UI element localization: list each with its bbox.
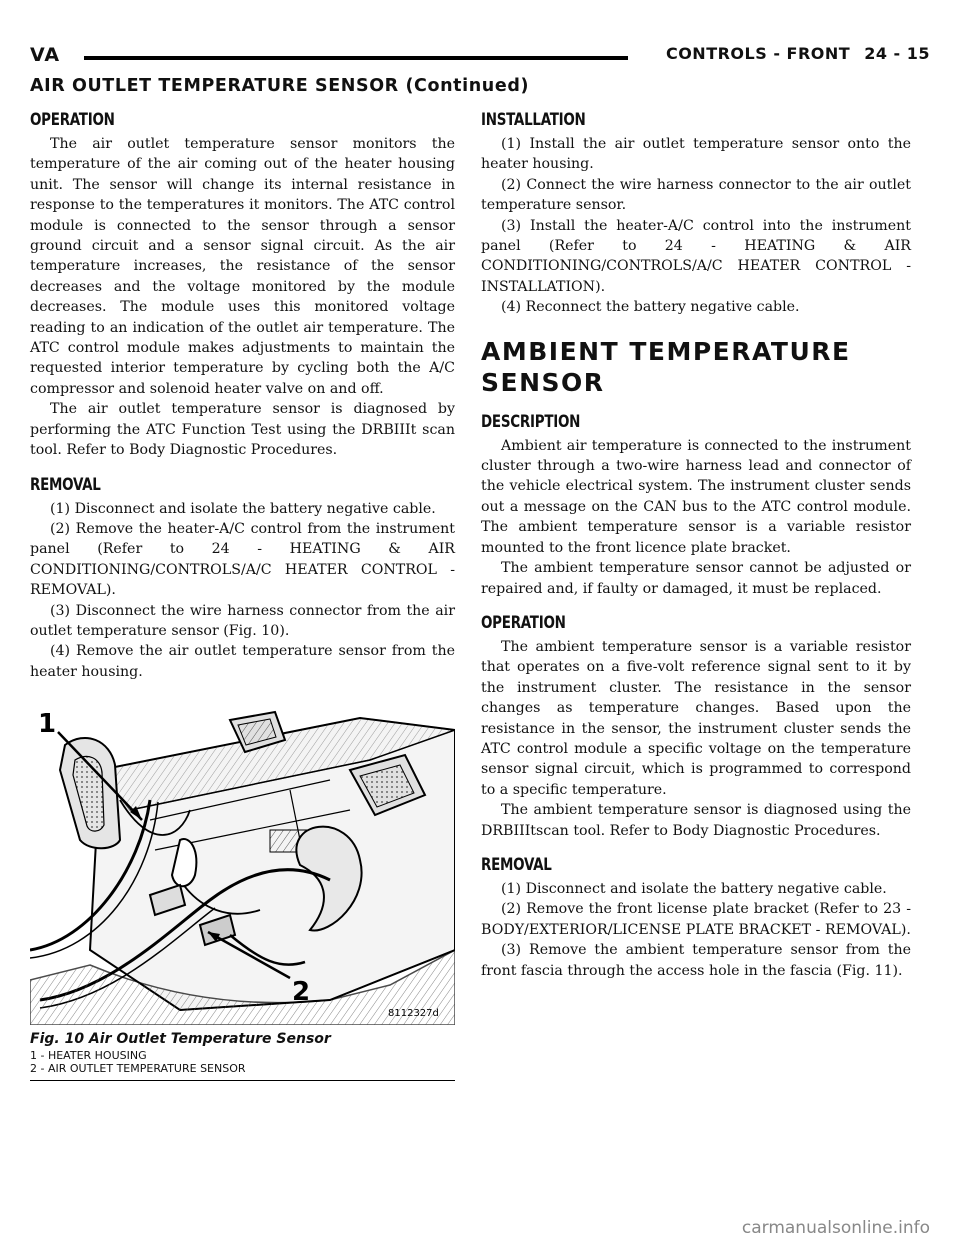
ambient-title-line-2: SENSOR bbox=[481, 367, 605, 397]
watermark-footer: carmanualsonline.info bbox=[741, 1218, 930, 1238]
operation-paragraph-1: The air outlet temperature sensor monitors the temperature of the air coming out of the heater housing unit. The sensor will change its internal resistance in response to the temperatures it monitors. The ATC control module is connected to the sensor through a sensor ground circuit and a sensor signal circuit. As the air temperature increases, the resistance of the sensor decreases and the voltage monitored by the module decreases. The module uses this monitored voltage reading to an indication of the outlet air temperature. The ATC control module makes adjustments to maintain the requested interior temperature by cycling both the A/C compressor and solenoid heater valve on and off. bbox=[30, 136, 455, 397]
ambient-removal-step: (3) Remove the ambient temperature sensor from the front fascia through the access hole in the fascia (Fig. 11). bbox=[481, 942, 911, 979]
right-column bbox=[481, 110, 911, 981]
ambient-removal-heading: REMOVAL bbox=[481, 854, 552, 875]
figure-rule bbox=[30, 1080, 455, 1081]
figure-legend-item: 1 - HEATER HOUSING bbox=[30, 1049, 147, 1063]
page-number: 24 - 15 bbox=[864, 44, 930, 63]
ambient-operation-paragraph-2: The ambient temperature sensor is diagnosed using the DRBIIItscan tool. Refer to Body Diagnostic Procedures. bbox=[481, 802, 911, 839]
ambient-sensor-title bbox=[481, 336, 911, 398]
installation-step: (2) Connect the wire harness connector to the air outlet temperature sensor. bbox=[481, 176, 911, 214]
callout-1: 1 bbox=[38, 709, 57, 740]
installation-heading: INSTALLATION bbox=[481, 110, 586, 130]
ambient-removal-step: (2) Remove the front license plate bracket (Refer to 23 - BODY/EXTERIOR/LICENSE PLATE BRACKET - REMOVAL). bbox=[481, 901, 911, 938]
installation-step: (4) Reconnect the battery negative cable. bbox=[501, 299, 800, 316]
figure-10-illustration bbox=[30, 700, 455, 1025]
installation-step: (3) Install the heater-A/C control into the instrument panel (Refer to 24 - HEATING & AIR CONDITIONING/CONTROLS/A/C HEATER CONTROL - INSTALLATION). bbox=[481, 217, 911, 295]
removal-step: (4) Remove the air outlet temperature sensor from the heater housing. bbox=[30, 643, 455, 680]
figure-legend-item: 2 - AIR OUTLET TEMPERATURE SENSOR bbox=[30, 1062, 246, 1076]
removal-step: (1) Disconnect and isolate the battery negative cable. bbox=[50, 500, 436, 517]
installation-step: (1) Install the air outlet temperature sensor onto the heater housing. bbox=[481, 136, 911, 173]
ambient-title-line-1: AMBIENT TEMPERATURE bbox=[481, 336, 851, 366]
heater-housing-drawing bbox=[30, 700, 455, 1025]
header-section-title: CONTROLS - FRONT bbox=[665, 44, 851, 63]
header-vehicle-code: VA bbox=[30, 44, 61, 66]
description-heading: DESCRIPTION bbox=[481, 411, 581, 432]
operation-heading: OPERATION bbox=[30, 110, 115, 130]
figure-caption: Fig. 10 Air Outlet Temperature Sensor bbox=[30, 1031, 331, 1048]
removal-step: (2) Remove the heater-A/C control from the instrument panel (Refer to 24 - HEATING & AIR CONDITIONING/CONTROLS/A/C HEATER CONTROL - REMOVAL). bbox=[30, 520, 455, 599]
header-section bbox=[666, 44, 930, 63]
ambient-operation-heading: OPERATION bbox=[481, 612, 566, 633]
running-title: AIR OUTLET TEMPERATURE SENSOR (Continued) bbox=[30, 76, 530, 96]
description-paragraph-1: Ambient air temperature is connected to the instrument cluster through a two-wire harness lead and connector of the vehicle electrical system. The instrument cluster sends out a message on the CAN bus to the ATC control module. The ambient temperature sensor is a variable resistor mounted to the front licence plate bracket. bbox=[481, 437, 911, 556]
callout-2: 2 bbox=[292, 977, 311, 1008]
header-rule bbox=[84, 56, 628, 60]
figure-code: 8112327d bbox=[388, 1008, 439, 1020]
left-column bbox=[30, 110, 455, 1081]
removal-step: (3) Disconnect the wire harness connector from the air outlet temperature sensor (Fig. 10). bbox=[30, 602, 455, 639]
ambient-removal-step: (1) Disconnect and isolate the battery negative cable. bbox=[501, 880, 887, 897]
description-paragraph-2: The ambient temperature sensor cannot be adjusted or repaired and, if faulty or damaged, it must be replaced. bbox=[481, 560, 911, 597]
removal-heading: REMOVAL bbox=[30, 474, 101, 495]
operation-paragraph-2: The air outlet temperature sensor is diagnosed by performing the ATC Function Test using the DRBIIIt scan tool. Refer to Body Diagnostic Procedures. bbox=[30, 401, 455, 459]
ambient-operation-paragraph-1: The ambient temperature sensor is a variable resistor that operates on a five-volt reference signal sent to it by the instrument cluster. The resistance in the sensor changes as temperature changes. Based upon the resistance in the sensor, the instrument cluster sends the ATC control module a specific voltage on the temperature sensor signal circuit, which is programmed to correspond to a specific temperature. bbox=[481, 638, 911, 798]
